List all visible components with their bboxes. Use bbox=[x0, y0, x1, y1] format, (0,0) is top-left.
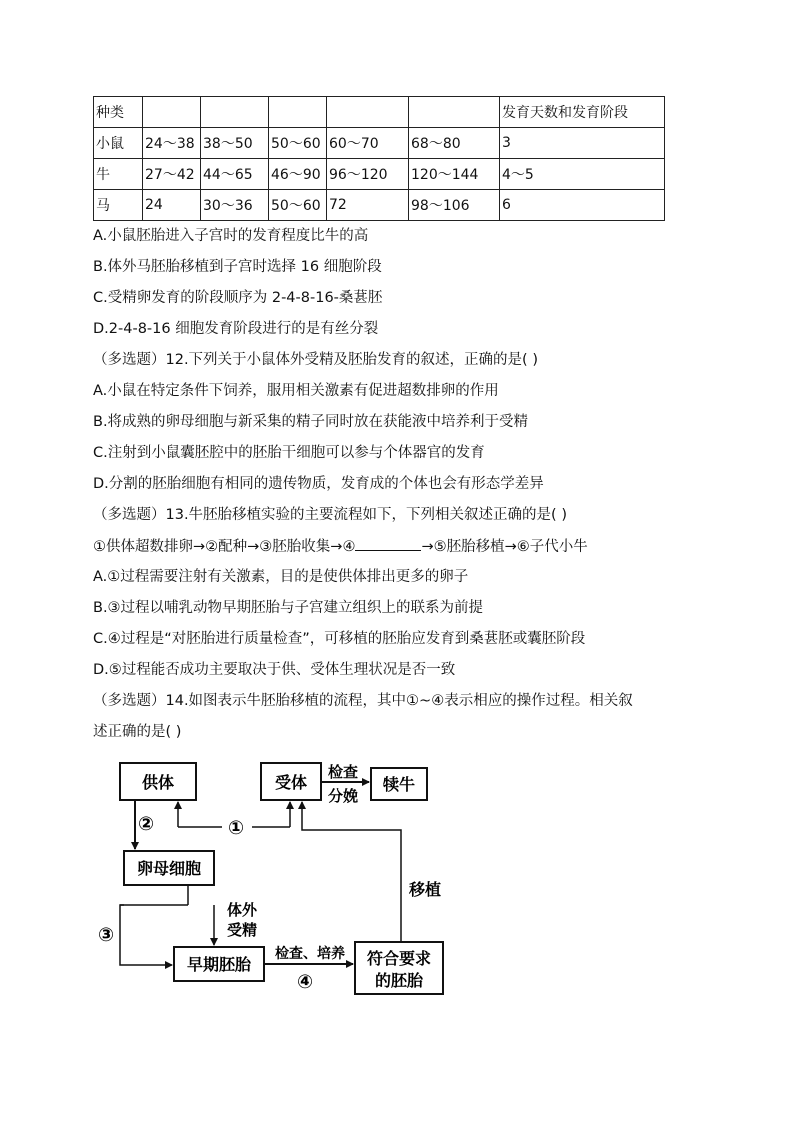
q13-option-a: A.①过程需要注射有关激素，目的是使供体排出更多的卵子 bbox=[93, 569, 469, 585]
donor-label: 供体 bbox=[141, 773, 175, 792]
q13-option-b: B.③过程以哺乳动物早期胚胎与子宫建立组织上的联系为前提 bbox=[93, 600, 484, 616]
table-header-row bbox=[94, 97, 665, 128]
q12-stem: （多选题）12.下列关于小鼠体外受精及胚胎发育的叙述，正确的是( ) bbox=[93, 352, 538, 368]
q13-flow-right: →⑤胚胎移植→⑥子代小牛 bbox=[421, 539, 588, 555]
step-2-marker: ② bbox=[137, 813, 155, 835]
table-cell: 50～60 bbox=[269, 190, 327, 221]
qualified-embryo-label-line2: 的胚胎 bbox=[374, 971, 424, 990]
table-cell: 发育天数和发育阶段 bbox=[500, 97, 665, 128]
table-cell bbox=[201, 97, 269, 128]
ivf-label-line1: 体外 bbox=[226, 901, 258, 919]
q11-option-b: B.体外马胚胎移植到子宫时选择 16 细胞阶段 bbox=[93, 259, 382, 275]
q14-stem-line1: （多选题）14.如图表示牛胚胎移植的流程，其中①~④表示相应的操作过程。相关叙 bbox=[93, 693, 633, 709]
table-cell: 马 bbox=[94, 190, 143, 221]
table-row bbox=[94, 190, 665, 221]
check-label: 检查 bbox=[327, 763, 359, 781]
q11-option-a: A.小鼠胚胎进入子宫时的发育程度比牛的高 bbox=[93, 228, 369, 244]
step-1-marker: ① bbox=[227, 817, 245, 839]
table-cell: 牛 bbox=[94, 159, 143, 190]
table-cell: 50～60 bbox=[269, 128, 327, 159]
table-cell bbox=[269, 97, 327, 128]
step-4-marker: ④ bbox=[296, 971, 314, 993]
transplant-label: 移植 bbox=[408, 880, 442, 899]
table-cell bbox=[409, 97, 500, 128]
q13-flow-left: ①供体超数排卵→②配种→③胚胎收集→④ bbox=[93, 539, 356, 555]
check-culture-label: 检查、培养 bbox=[275, 946, 345, 962]
q11-option-c: C.受精卵发育的阶段顺序为 2-4-8-16-桑葚胚 bbox=[93, 290, 383, 306]
table-cell: 4～5 bbox=[500, 159, 665, 190]
q11-option-d: D.2-4-8-16 细胞发育阶段进行的是有丝分裂 bbox=[93, 321, 379, 337]
table-cell bbox=[327, 97, 409, 128]
oocyte-label: 卵母细胞 bbox=[136, 859, 202, 878]
table-cell bbox=[143, 97, 201, 128]
q12-option-a: A.小鼠在特定条件下饲养，服用相关激素有促进超数排卵的作用 bbox=[93, 383, 499, 399]
arrow-transplant bbox=[302, 802, 401, 942]
q13-flow bbox=[93, 536, 588, 557]
embryo-transfer-diagram bbox=[90, 755, 460, 1000]
table-cell: 种类 bbox=[94, 97, 143, 128]
delivery-label: 分娩 bbox=[327, 787, 359, 805]
table-cell: 98～106 bbox=[409, 190, 500, 221]
qualified-embryo-label-line1: 符合要求 bbox=[366, 949, 432, 968]
q14-stem-line2: 述正确的是( ) bbox=[93, 724, 182, 740]
table-cell: 96～120 bbox=[327, 159, 409, 190]
table-cell: 24～38 bbox=[143, 128, 201, 159]
recipient-label: 受体 bbox=[274, 773, 308, 792]
calf-label: 犊牛 bbox=[382, 775, 416, 794]
step-3-marker: ③ bbox=[97, 924, 115, 946]
table-cell: 46～90 bbox=[269, 159, 327, 190]
table-cell: 120～144 bbox=[409, 159, 500, 190]
q12-option-b: B.将成熟的卵母细胞与新采集的精子同时放在获能液中培养利于受精 bbox=[93, 414, 529, 430]
q13-option-d: D.⑤过程能否成功主要取决于供、受体生理状况是否一致 bbox=[93, 662, 456, 678]
table-cell: 60～70 bbox=[327, 128, 409, 159]
table-cell: 3 bbox=[500, 128, 665, 159]
development-table bbox=[93, 96, 665, 221]
table-cell: 44～65 bbox=[201, 159, 269, 190]
early-embryo-label: 早期胚胎 bbox=[186, 955, 252, 974]
table-row bbox=[94, 159, 665, 190]
table-cell: 小鼠 bbox=[94, 128, 143, 159]
table-cell: 38～50 bbox=[201, 128, 269, 159]
answer-blank bbox=[355, 536, 421, 551]
q12-option-c: C.注射到小鼠囊胚腔中的胚胎干细胞可以参与个体器官的发育 bbox=[93, 445, 485, 461]
table-cell: 27～42 bbox=[143, 159, 201, 190]
table-cell: 6 bbox=[500, 190, 665, 221]
q12-option-d: D.分割的胚胎细胞有相同的遗传物质，发育成的个体也会有形态学差异 bbox=[93, 476, 544, 492]
table-cell: 68～80 bbox=[409, 128, 500, 159]
q13-option-c: C.④过程是“对胚胎进行质量检查”，可移植的胚胎应发育到桑葚胚或囊胚阶段 bbox=[93, 631, 586, 647]
ivf-label-line2: 受精 bbox=[226, 921, 258, 939]
table-row bbox=[94, 128, 665, 159]
table-cell: 72 bbox=[327, 190, 409, 221]
table-cell: 24 bbox=[143, 190, 201, 221]
arrow-oocyte-to-embryo-left bbox=[120, 905, 172, 965]
q13-stem: （多选题）13.牛胚胎移植实验的主要流程如下，下列相关叙述正确的是( ) bbox=[93, 507, 567, 523]
table-cell: 30～36 bbox=[201, 190, 269, 221]
